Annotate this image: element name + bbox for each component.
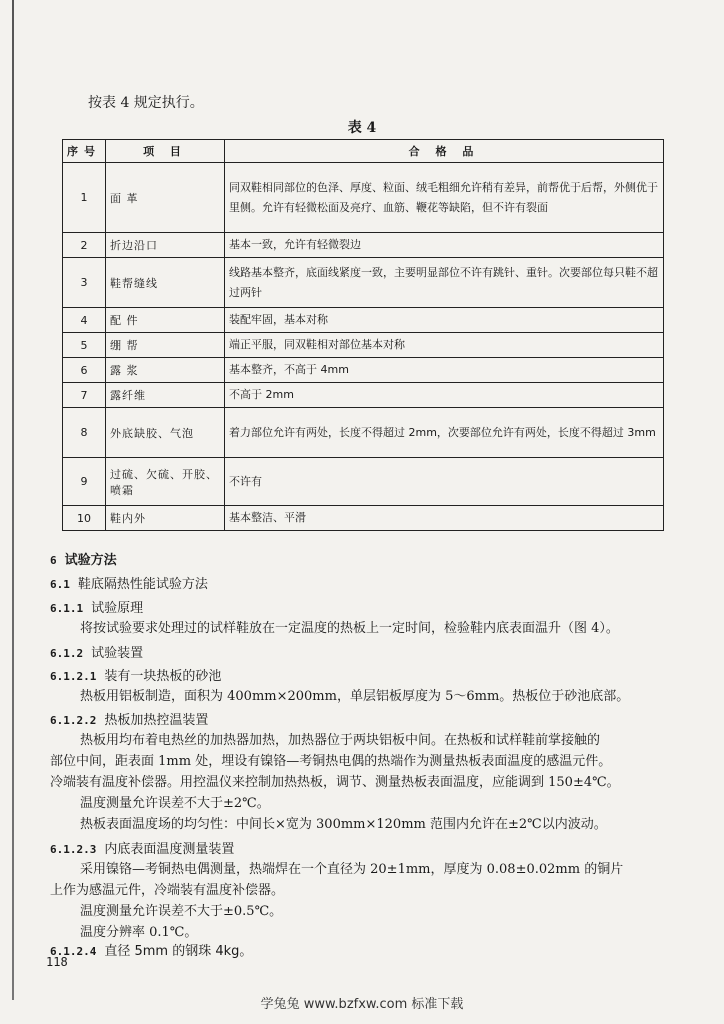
section-number: 6.1.2.4 (50, 945, 97, 958)
paragraph: 温度测量允许误差不大于±0.5℃。 (80, 904, 283, 919)
paragraph: 将按试验要求处理过的试样鞋放在一定温度的热板上一定时间，检验鞋内底表面温升（图 4）。 (80, 621, 619, 636)
spec-table (62, 139, 664, 531)
paragraph: 热板用铝板制造，面积为 400mm×200mm，单层铝板厚度为 5～6mm。热板位于砂池底部。 (80, 689, 630, 704)
paragraph: 温度测量允许误差不大于±2℃。 (80, 796, 270, 811)
row-item: 鞋帮缝线 (106, 258, 225, 308)
table-header-row (63, 140, 664, 163)
section-6-1-1-heading (50, 597, 143, 616)
section-number: 6.1.2.1 (50, 670, 97, 683)
row-item: 露纤维 (106, 383, 225, 408)
row-no: 10 (63, 506, 106, 531)
table-row (63, 308, 664, 333)
row-no: 5 (63, 333, 106, 358)
row-item: 绷 帮 (106, 333, 225, 358)
section-number: 6.1 (50, 578, 70, 591)
section-6-1-2-3-heading (50, 838, 234, 857)
row-item: 露 浆 (106, 358, 225, 383)
row-requirement: 着力部位允许有两处，长度不得超过 2mm，次要部位允许有两处，长度不得超过 3mm (225, 408, 664, 458)
paragraph: 冷端装有温度补偿器。用控温仪来控制加热热板，调节、测量热板表面温度，应能调到 150±4℃。 (50, 775, 620, 790)
row-item: 配 件 (106, 308, 225, 333)
table-row (63, 163, 664, 233)
section-6-1-heading (50, 573, 208, 592)
table-row (63, 258, 664, 308)
section-6-1-2-heading (50, 642, 143, 661)
intro-text: 按表 4 规定执行。 (88, 95, 204, 111)
section-6-1-2-4-heading (50, 940, 252, 959)
paragraph: 热板用均布着电热丝的加热器加热，加热器位于两块铝板中间。在热板和试样鞋前掌接触的 (80, 733, 601, 748)
section-6-heading (50, 549, 117, 568)
section-6-1-2-1-heading (50, 665, 221, 684)
section-title: 试验方法 (64, 553, 117, 568)
header-item: 项 目 (106, 140, 225, 163)
row-no: 3 (63, 258, 106, 308)
row-no: 8 (63, 408, 106, 458)
row-item: 外底缺胶、气泡 (106, 408, 225, 458)
paragraph: 采用镍铬—考铜热电偶测量，热端焊在一个直径为 20±1mm，厚度为 0.08±0.02mm 的铜片 (80, 862, 624, 877)
section-title: 鞋底隔热性能试验方法 (77, 577, 208, 592)
row-no: 6 (63, 358, 106, 383)
row-item: 鞋内外 (106, 506, 225, 531)
table-row (63, 506, 664, 531)
row-requirement: 同双鞋相同部位的色泽、厚度、粒面、绒毛粗细允许稍有差异，前帮优于后帮，外侧优于里侧。允许有轻微松面及亮疗、血筋、鞭花等缺陷，但不许有裂面 (225, 163, 664, 233)
section-6-1-2-2-heading (50, 709, 208, 728)
table-row (63, 233, 664, 258)
table-row (63, 408, 664, 458)
row-requirement: 端正平服，同双鞋相对部位基本对称 (225, 333, 664, 358)
row-requirement: 基本整齐，不高于 4mm (225, 358, 664, 383)
section-title: 直径 5mm 的钢珠 4kg。 (104, 944, 253, 959)
row-item: 面 革 (106, 163, 225, 233)
section-title: 内底表面温度测量装置 (104, 842, 235, 857)
paragraph: 热板表面温度场的均匀性：中间长×宽为 300mm×120mm 范围内允许在±2℃以内波动。 (80, 817, 607, 832)
paragraph: 温度分辨率 0.1℃。 (80, 925, 198, 940)
paragraph: 部位中间，距表面 1mm 处，埋设有镍铬—考铜热电偶的热端作为测量热板表面温度的感温元件。 (50, 754, 612, 769)
row-requirement: 基本一致，允许有轻微裂边 (225, 233, 664, 258)
section-number: 6.1.2.3 (50, 843, 97, 856)
row-requirement: 不高于 2mm (225, 383, 664, 408)
section-number: 6.1.1 (50, 602, 84, 615)
paragraph: 上作为感温元件，冷端装有温度补偿器。 (50, 883, 285, 898)
section-title: 试验原理 (91, 601, 144, 616)
row-no: 7 (63, 383, 106, 408)
table-caption: 表 4 (347, 120, 377, 136)
section-number: 6 (50, 554, 57, 567)
row-requirement: 装配牢固，基本对称 (225, 308, 664, 333)
row-no: 9 (63, 458, 106, 506)
row-no: 2 (63, 233, 106, 258)
watermark-text: 学兔兔 www.bzfxw.com 标准下载 (260, 997, 464, 1012)
table-row (63, 458, 664, 506)
section-title: 试验装置 (91, 646, 144, 661)
header-requirement: 合 格 品 (225, 140, 664, 163)
row-item: 过硫、欠硫、开胶、喷霜 (106, 458, 225, 506)
row-item: 折边沿口 (106, 233, 225, 258)
row-requirement: 基本整洁、平滑 (225, 506, 664, 531)
header-no: 序号 (63, 140, 106, 163)
table-row (63, 358, 664, 383)
section-title: 装有一块热板的砂池 (104, 669, 222, 684)
section-number: 6.1.2.2 (50, 714, 97, 727)
table-row (63, 383, 664, 408)
table-row (63, 333, 664, 358)
section-number: 6.1.2 (50, 647, 84, 660)
page-number: 118 (46, 955, 68, 969)
row-no: 4 (63, 308, 106, 333)
binding-edge (12, 0, 14, 1000)
row-requirement: 不许有 (225, 458, 664, 506)
row-requirement: 线路基本整齐，底面线紧度一致，主要明显部位不许有跳针、重针。次要部位每只鞋不超过两针 (225, 258, 664, 308)
row-no: 1 (63, 163, 106, 233)
section-title: 热板加热控温装置 (104, 713, 209, 728)
